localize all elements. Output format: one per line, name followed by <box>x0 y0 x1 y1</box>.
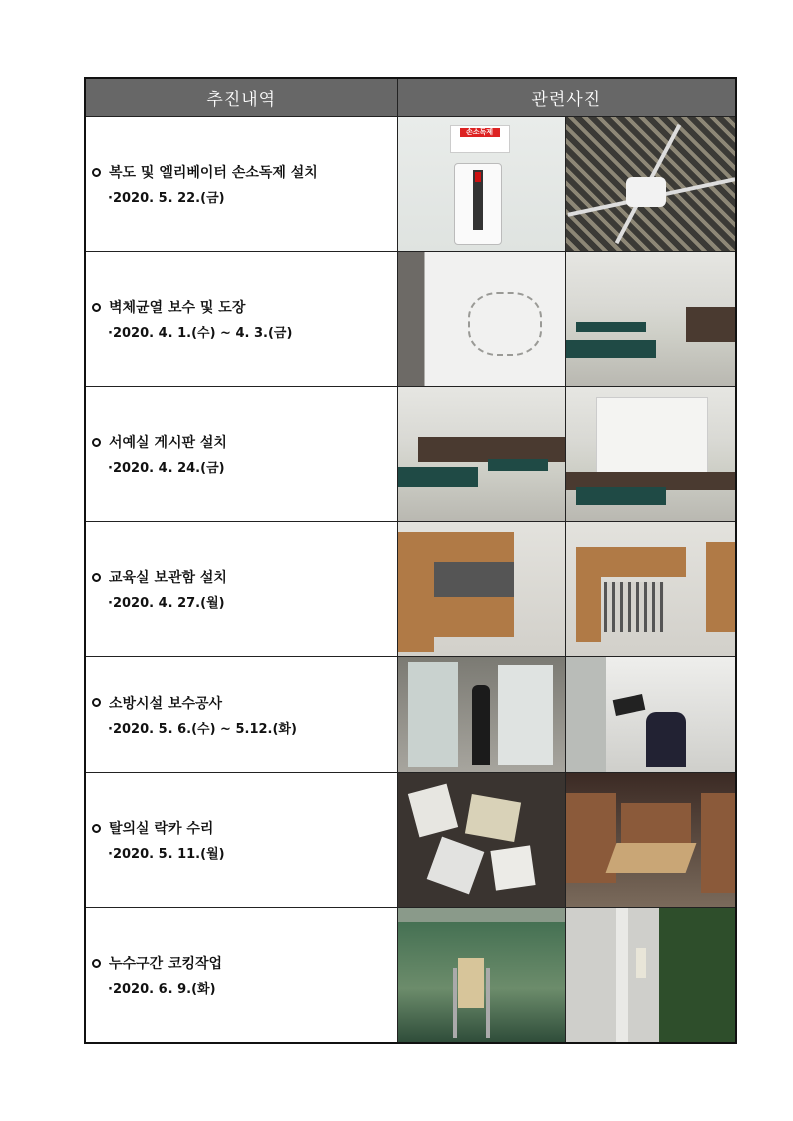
photo-cell <box>397 773 565 908</box>
circle-bullet-icon <box>92 168 101 177</box>
header-photos: 관련사진 <box>397 78 736 117</box>
storage-cabinet-photo <box>566 522 736 656</box>
circle-bullet-icon <box>92 824 101 833</box>
table-row <box>85 252 736 387</box>
table-row <box>85 387 736 522</box>
circle-bullet-icon <box>92 303 101 312</box>
table-row <box>85 657 736 773</box>
photo-cell <box>565 522 736 657</box>
photo-cell <box>565 657 736 773</box>
photo-cell <box>397 387 565 522</box>
bulletin-board-photo <box>566 387 736 521</box>
table-row <box>85 773 736 908</box>
activity-cell <box>85 252 397 387</box>
activity-cell <box>85 773 397 908</box>
roof-edge-photo <box>566 908 736 1042</box>
activity-cell <box>85 908 397 1044</box>
photo-cell <box>565 773 736 908</box>
sanitizer-dispenser-photo <box>398 117 565 251</box>
painted-classroom-photo <box>566 252 736 386</box>
item-date: ·2020. 4. 24.(금) <box>108 461 225 476</box>
wall-crack-photo <box>398 252 565 386</box>
locker-locks-photo <box>398 773 565 907</box>
storage-cabinet-photo <box>398 522 565 656</box>
item-title: 서예실 게시판 설치 <box>109 435 227 451</box>
ceiling-repair-photo <box>566 657 736 772</box>
calligraphy-room-photo <box>398 387 565 521</box>
photo-cell <box>397 657 565 773</box>
circle-bullet-icon <box>92 959 101 968</box>
header-activity: 추진내역 <box>85 78 397 117</box>
item-title: 누수구간 코킹작업 <box>109 956 223 972</box>
dispenser-image <box>454 163 502 245</box>
photo-cell <box>565 252 736 387</box>
locker-room-photo <box>566 773 736 907</box>
item-date: ·2020. 5. 6.(수) ~ 5.12.(화) <box>108 721 297 737</box>
item-title: 소방시설 보수공사 <box>109 695 223 712</box>
circle-bullet-icon <box>92 573 101 582</box>
circle-bullet-icon <box>92 698 101 707</box>
elevator-ceiling-photo <box>566 117 736 251</box>
sanitizer-sign: 손소독제 <box>450 125 510 153</box>
table-row <box>85 117 736 252</box>
activity-cell <box>85 522 397 657</box>
item-date: ·2020. 5. 22.(금) <box>108 191 225 206</box>
item-date: ·2020. 4. 1.(수) ~ 4. 3.(금) <box>108 326 293 341</box>
photo-cell <box>565 908 736 1044</box>
caulking-glass-photo <box>398 908 565 1042</box>
activity-cell <box>85 387 397 522</box>
photo-cell <box>397 522 565 657</box>
activity-cell <box>85 117 397 252</box>
report-table <box>84 77 737 1044</box>
item-date: ·2020. 4. 27.(월) <box>108 596 225 611</box>
item-title: 교육실 보관함 설치 <box>109 570 227 586</box>
photo-cell <box>397 908 565 1044</box>
item-title: 탈의실 락카 수리 <box>109 821 214 837</box>
fire-door-repair-photo <box>398 657 565 772</box>
photo-cell <box>397 117 565 252</box>
item-title: 벽체균열 보수 및 도장 <box>109 300 246 316</box>
item-title: 복도 및 엘리베이터 손소독제 설치 <box>109 165 318 181</box>
table-row <box>85 908 736 1044</box>
item-date: ·2020. 5. 11.(월) <box>108 847 225 862</box>
photo-cell <box>565 117 736 252</box>
photo-cell <box>565 387 736 522</box>
circle-bullet-icon <box>92 438 101 447</box>
photo-cell <box>397 252 565 387</box>
item-date: ·2020. 6. 9.(화) <box>108 982 216 997</box>
activity-cell <box>85 657 397 773</box>
table-row <box>85 522 736 657</box>
